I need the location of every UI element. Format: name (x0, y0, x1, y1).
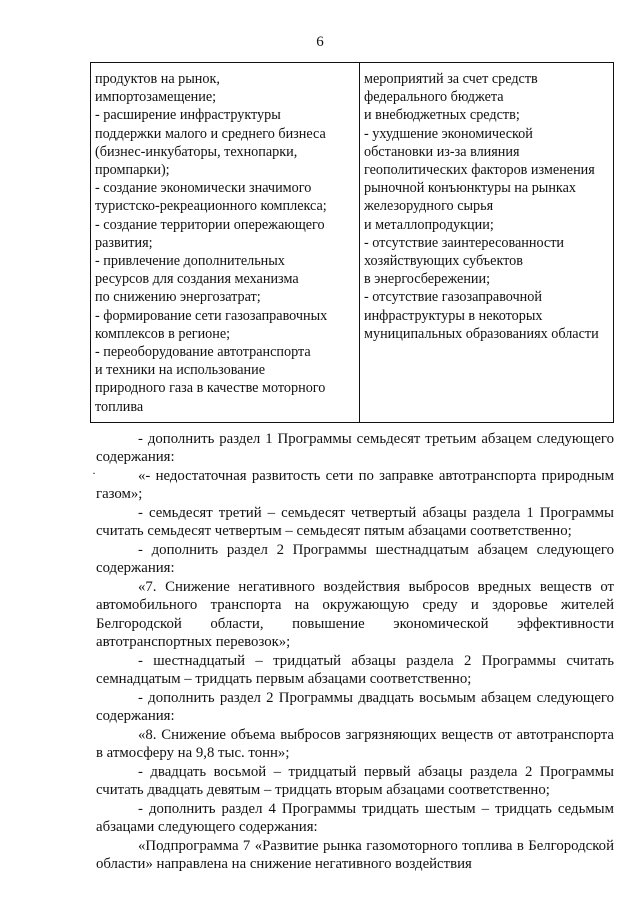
table-cell-line: и внебюджетных средств; (364, 107, 520, 124)
table-cell-line: и техники на использование (95, 362, 266, 379)
paragraph: - семьдесят третий – семьдесят четвертый абзацы раздела 1 Программы считать семьдесят четвертым – семьдесят пятым абзацами соответственно; (96, 505, 614, 540)
table-cell-line: комплексов в регионе; (95, 325, 231, 342)
table-cell-line: импортозамещение; (95, 89, 217, 106)
table-cell-line: - привлечение дополнительных (95, 253, 285, 270)
table-cell-line: промпарки); (95, 162, 170, 179)
table-cell-line: - ухудшение экономической (364, 125, 533, 142)
table-cell-line: - отсутствие газозаправочной (364, 289, 542, 306)
paragraph: - дополнить раздел 4 Программы тридцать шестым – тридцать седьмым абзацами следующего содержания: (96, 800, 614, 836)
table-cell-line: поддержки малого и среднего бизнеса (95, 125, 326, 142)
table-cell-line: топлива (95, 398, 144, 415)
paragraph: - дополнить раздел 2 Программы двадцать восьмым абзацем следующего содержания: (96, 689, 614, 725)
table-cell-line: по снижению энергозатрат; (95, 289, 261, 306)
table-cell-line: - переоборудование автотранспорта (95, 344, 311, 361)
page-number: 6 (316, 34, 324, 50)
paragraph: - дополнить раздел 1 Программы семьдесят третьим абзацем следующего содержания: (96, 431, 614, 466)
table-cell-line: обстановки из-за влияния (364, 143, 520, 160)
paragraph: «8. Снижение объема выбросов загрязняющих веществ от автотранспорта в атмосферу на 9,8 тыс. тонн»; (96, 726, 614, 762)
left-cell (91, 63, 360, 423)
table-cell-line: - отсутствие заинтересованности (364, 234, 565, 251)
table-cell-line: - формирование сети газозаправочных (95, 307, 328, 324)
right-cell (360, 63, 614, 423)
table-cell-line: железорудного сырья (364, 198, 494, 215)
table-cell-line: хозяйствующих субъектов (364, 253, 523, 270)
table-cell-line: геополитических факторов изменения (364, 162, 595, 179)
table-cell-line: инфраструктуры в некоторых (364, 307, 543, 324)
table-cell-line: туристско-рекреационного комплекса; (95, 198, 327, 215)
paragraph: - дополнить раздел 2 Программы шестнадцатым абзацем следующего содержания: (96, 542, 614, 577)
table-cell-line: природного газа в качестве моторного (95, 380, 326, 397)
table-cell-line: развития; (95, 234, 153, 251)
table-cell-line: - расширение инфраструктуры (95, 107, 281, 124)
table-cell-line: - создание территории опережающего (95, 216, 325, 233)
table-row (91, 63, 614, 423)
table-cell-line: федерального бюджета (364, 89, 504, 106)
table-cell-line: (бизнес-инкубаторы, технопарки, (95, 143, 298, 160)
table-cell-line: ресурсов для создания механизма (95, 271, 299, 288)
table-cell-line: мероприятий за счет средств (364, 71, 538, 87)
table-cell-line: в энергосбережении; (364, 271, 491, 288)
paragraph: «7. Снижение негативного воздействия выбросов вредных веществ от автомобильного транспорта на окружающую среду и здоровье жителей Белгородской области, повышение экономической эффективности автотранспортных перевозок»; (96, 579, 614, 651)
margin-mark: · (92, 466, 96, 480)
table-cell-line: и металлопродукции; (364, 216, 494, 233)
measures-risks-table (90, 62, 614, 423)
amendment-text (96, 430, 614, 874)
table-cell-line: рыночной конъюнктуры на рынках (364, 180, 577, 197)
paragraph: «Подпрограмма 7 «Развитие рынка газомоторного топлива в Белгородской области» направлена на снижение негативного воздействия (96, 837, 614, 873)
paragraph: - шестнадцатый – тридцатый абзацы раздела 2 Программы считать семнадцатым – тридцать первым абзацами соответственно; (96, 652, 614, 688)
table-cell-line: продуктов на рынок, (95, 71, 220, 87)
paragraph: - двадцать восьмой – тридцатый первый абзацы раздела 2 Программы считать двадцать девятым – тридцать вторым абзацами соответственно; (96, 763, 614, 799)
paragraph: «- недостаточная развитость сети по заправке автотранспорта природным газом»; (96, 468, 614, 503)
table-cell-line: муниципальных образованиях области (364, 325, 599, 342)
table-cell-line: - создание экономически значимого (95, 180, 312, 197)
